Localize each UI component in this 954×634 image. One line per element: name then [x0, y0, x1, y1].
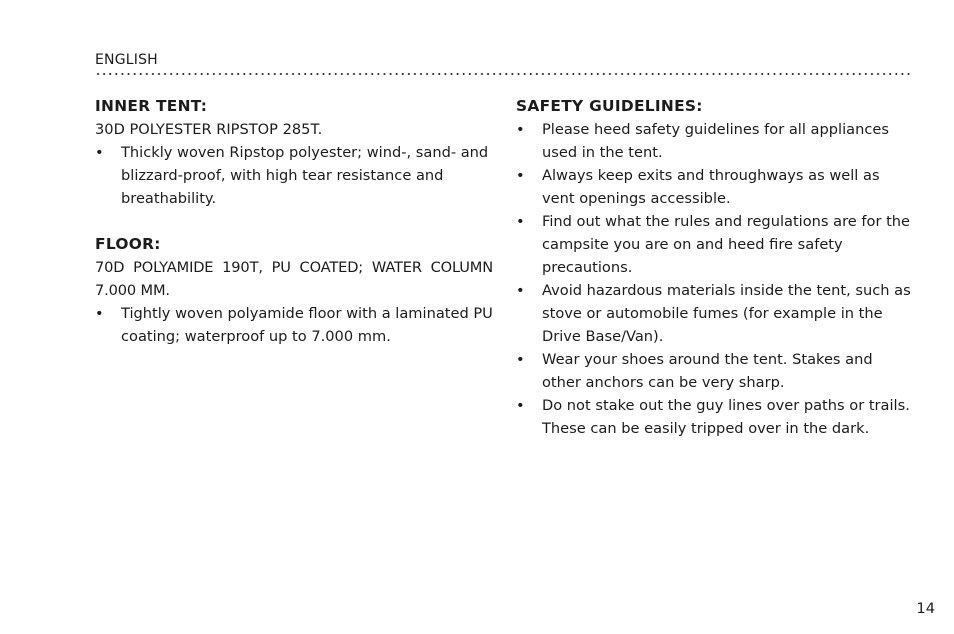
- bullet-icon: •: [516, 282, 525, 299]
- bullet-icon: •: [516, 213, 525, 230]
- inner-tent-spec: 30D POLYESTER RIPSTOP 285T.: [95, 121, 323, 138]
- bullet-text: Always keep exits and throughways as well as vent openings accessible.: [542, 167, 880, 207]
- bullet-icon: •: [516, 121, 525, 138]
- floor-heading: FLOOR:: [95, 235, 161, 253]
- bullet-icon: •: [516, 351, 525, 368]
- bullet-text: Wear your shoes around the tent. Stakes and other anchors can be very sharp.: [542, 351, 873, 391]
- bullet-icon: •: [95, 305, 104, 322]
- bullet-text: Thickly woven Ripstop polyester; wind-, sand- and blizzard-proof, with high tear resistance and breathability.: [121, 144, 489, 207]
- bullet-item: [95, 302, 493, 348]
- floor-bullets: [95, 302, 493, 348]
- floor-spec: 70D POLYAMIDE 190T, PU COATED; WATER COLUMN 7.000 MM.: [95, 259, 493, 299]
- page-number: 14: [916, 600, 935, 617]
- bullet-text: Please heed safety guidelines for all appliances used in the tent.: [542, 121, 889, 161]
- safety-bullets: [516, 118, 914, 440]
- bullet-item: [516, 394, 914, 440]
- bullet-item: [516, 118, 914, 164]
- inner-tent-section: [95, 95, 493, 210]
- left-column: [95, 95, 493, 348]
- inner-tent-heading: INNER TENT:: [95, 97, 208, 115]
- bullet-text: Tightly woven polyamide floor with a laminated PU coating; waterproof up to 7.000 mm.: [121, 305, 493, 345]
- bullet-icon: •: [516, 397, 525, 414]
- bullet-text: Do not stake out the guy lines over paths or trails. These can be easily tripped over in the dark.: [542, 397, 910, 437]
- bullet-text: Find out what the rules and regulations are for the campsite you are on and heed fire safety precautions.: [542, 213, 911, 276]
- bullet-item: [95, 141, 493, 210]
- bullet-icon: •: [95, 144, 104, 161]
- dotted-divider: [95, 72, 912, 76]
- bullet-icon: •: [516, 167, 525, 184]
- right-column: [516, 95, 914, 440]
- safety-section: [516, 95, 914, 440]
- safety-heading: SAFETY GUIDELINES:: [516, 97, 703, 115]
- bullet-item: [516, 210, 914, 279]
- bullet-item: [516, 164, 914, 210]
- language-label: ENGLISH: [95, 52, 158, 68]
- bullet-item: [516, 279, 914, 348]
- bullet-item: [516, 348, 914, 394]
- floor-section: [95, 233, 493, 348]
- inner-tent-bullets: [95, 141, 493, 210]
- bullet-text: Avoid hazardous materials inside the tent, such as stove or automobile fumes (for example in the Drive Base/Van).: [542, 282, 911, 345]
